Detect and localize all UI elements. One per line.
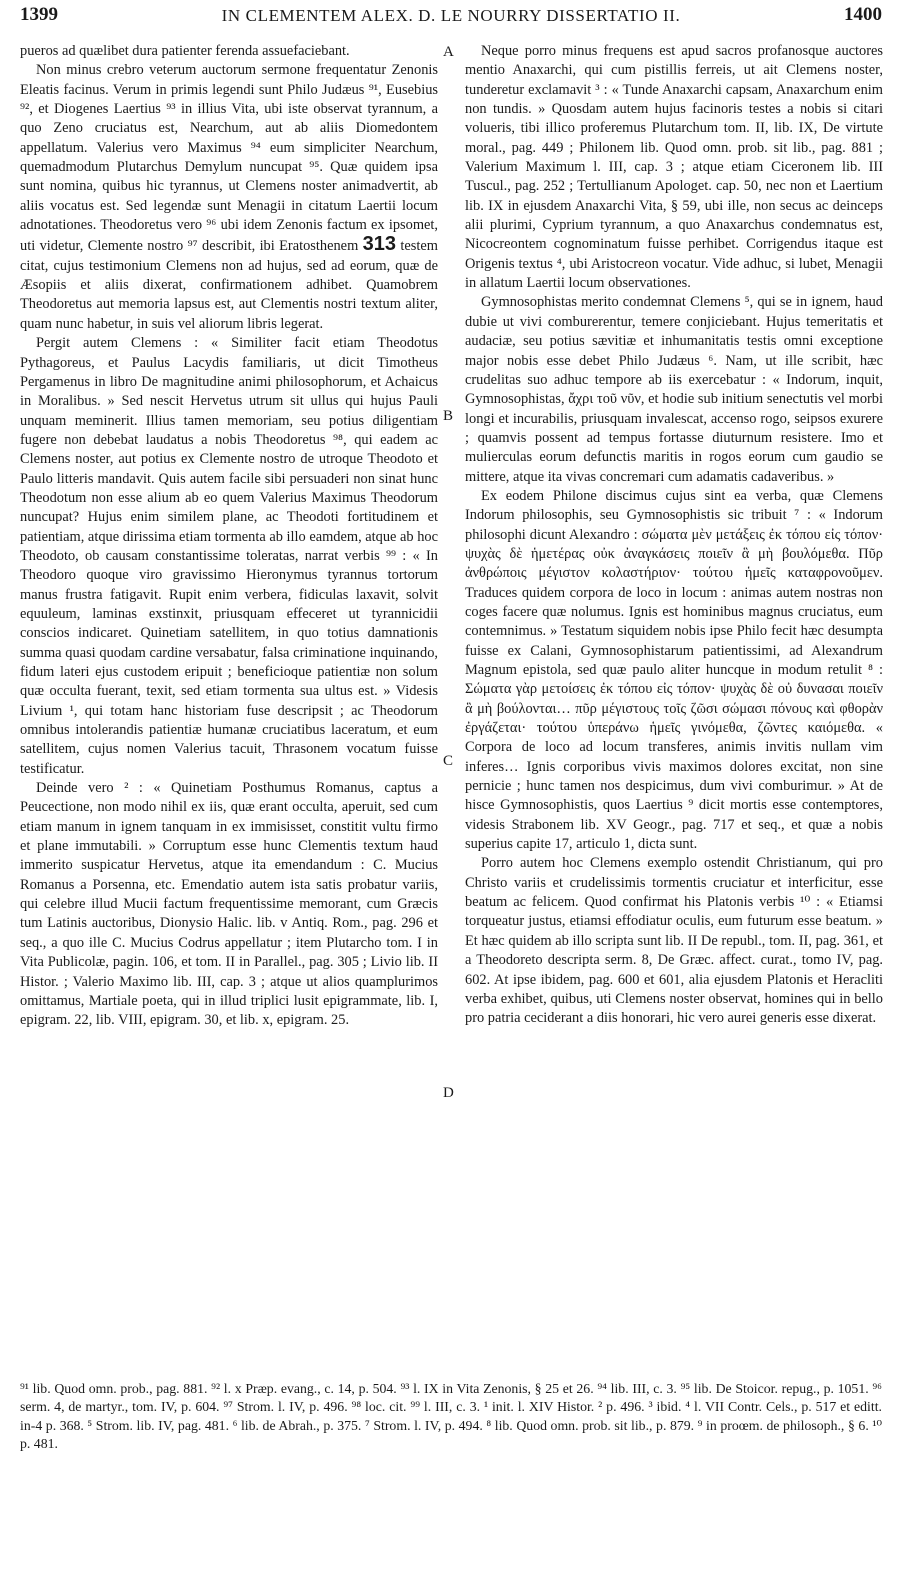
paragraph: pueros ad quælibet dura patienter ferenda assuefaciebant. [20, 43, 350, 59]
page-number-left: 1399 [20, 4, 58, 25]
paragraph: Porro autem hoc Clemens exemplo ostendit Christianum, qui pro Christo variis et crudelissimis tormentis cruciatur et interficitur, esse beatum ac felicem. Quod confirmat his Platonis verbis ¹⁰ : « Etiamsi torqueatur justus, etiamsi effodiatur oculis, eum futurum esse beatum. » Et hæc quidem ab illo scripta sunt lib. II De republ., tom. II, pag. 361, et a Theodoreto descripta serm. 8, De Græc. affect. curat., tomo IV, pag. 602. At ipse ibidem, pag. 600 et 601, alia ejusdem Platonis et Heracliti verba exhibet, quibus, uti Clemens noster observat, homines qui in bello pro patria ceciderant a diis honorari, hic vero aurei generis esse dixerat. [465, 855, 883, 1027]
paragraph: Neque porro minus frequens est apud sacros profanosque auctores mentio Anaxarchi, qui cum pistillis ferreis, ut ait Clemens noster, tunderetur exclamavit ³ : « Tunde Anaxarchi capsam, Anaxarchum enim non tundis. » Quosdam autem hujus facinoris testes a nobis si citari volueris, tibi illico proferemus Plutarchum tom. II, lib. IX, De virtute moral., pag. 449 ; Philonem lib. Quod omn. prob. sit lib., pag. 881 ; Valerium Maximum l. III, cap. 3 ; atque etiam Ciceronem lib. III Tuscul., pag. 252 ; Tertullianum Apologet. cap. 50, nec non et Laertium lib. IX in ejusdem Anaxarchi Vita, § 59, ubi ille, non secus ac deinceps alii plurimi, Cyprium tyrannum, a quo Anaxarchus condemnatus est, Nicocreontem cognominatum fuisse perhibet. Corrigendus itaque est Origenis textus ⁴, ubi Aristocreon vocatur. Vide adhuc, si lubet, Menagii in allatum Laertii locum observationes. [465, 43, 883, 292]
left-column [20, 42, 438, 1031]
running-title: IN CLEMENTEM ALEX. D. LE NOURRY DISSERTATIO II. [221, 6, 681, 25]
margin-letter: C [443, 753, 454, 769]
paragraph-text: Non minus crebro veterum auctorum sermone frequentatur Zenonis Eleatis facinus. Verum in primis legendi sunt Philo Judæus ⁹¹, Eusebius ⁹², et Diogenes Laertius ⁹³ in illius Vita, ubi iste observat tyrannum, a quo Zeno cruciatus est, Nearchum, aut ab aliis Diomedontem appellatum. Valerius vero Maximus ⁹⁴ eum simpliciter Nearchum, quemadmodum Plutarchus Demylum nuncupat ⁹⁵. Quæ quidem ipsa sunt nomina, quibus hic tyrannus, ut Clemens noster animadvertit, ab aliis vocatus est. Sed legendæ sunt Menagii in citatum Laertii locum adnotationes. Theodoretus vero ⁹⁶ ubi idem Zenonis factum ex ipsomet, uti videtur, Clemente nostro ⁹⁷ describit, ibi Eratosthenem [20, 62, 438, 255]
margin-letter: B [443, 408, 454, 424]
paragraph [20, 61, 438, 334]
page-number-right: 1400 [844, 4, 882, 25]
margin-letter: D [443, 1085, 454, 1101]
margin-letter: A [443, 44, 454, 60]
inline-page-marker: 313 [362, 233, 397, 256]
paragraph: Deinde vero ² : « Quinetiam Posthumus Romanus, captus a Peucectione, non modo nihil ex iis, quæ erant occulta, aperuit, sed cum etiam manum in ignem tanquam in ex immisisset, constitit vultu firmo et plane immutabili. » Corruptum esse hunc Clementis textum haud immerito suspicatur Hervetus, atque ita emendandum : C. Mucius Romanus a Porsenna, etc. Emendatio autem ista satis probatur variis, qui celebre illud Mucii factum frequentissime memorant, cum Græcis tum Latinis auctoribus, Dionysio Halic. lib. v Antiq. Rom., pag. 296 et seq., a quo ille C. Mucius Codrus appellatur ; item Plutarcho tom. I in Vita Publicolæ, pagin. 106, et tom. II in Parallel., pag. 305 ; Livio lib. II Histor. ; Valerio Maximo lib. III, cap. 3 ; atque ut alios quamplurimos omittamus, Martiale poeta, qui in illud triplici lusit epigrammate, lib. I, epigram. 22, lib. VIII, epigram. 30, et lib. x, epigram. 25. [20, 780, 438, 1029]
running-header [20, 4, 882, 28]
paragraph: Ex eodem Philone discimus cujus sint ea verba, quæ Clemens Indorum philosophis, seu Gymnosophistis sic tribuit ⁷ : « Indorum philosophi dicunt Alexandro : σώματα μὲν μετάξεις ἐκ τόπου εἰς τόπον· ψυχὰς δὲ ἡμετέρας οὐκ ἀναγκάσεις ποιεῖν ἃ μὴ βουλόμεθα. Πῦρ ἀνθρώποις μέγιστον κολαστήριον· τούτου ἡμεῖς καταφρονοῦμεν. Traduces quidem corpora de loco in locum : animas autem nostras non coges facere quæ nolumus. Ignis est hominibus magnus cruciatus, eum contemnimus. » Testatum siquidem nobis ipse Philo fecit hæc desumpta fuisse ex Calani, Gymnosophistarum patientissimi, ad Alexandrum Magnum epistola, sed quæ paulo aliter huncque in modum retulit ⁸ : Σώματα γὰρ μετοίσεις ἐκ τόπου εἰς τόπον· ψυχὰς δὲ οὐ δυνασαι ποιεῖν ἃ μὴ βούλονται… πῦρ μέγιστους τοῖς ζῶσι σώμασι πόνους καὶ φθορὰν ἐργάζεται· τούτου ὑπεράνω ἡμεῖς γινόμεθα, ζῶντες καιόμεθα. « Corpora de loco ad locum transferes, animis invitis nullam vim inferes… Ignis corporibus vivis maximos dolores excitat, non sine pernicie ; hunc tamen nos despicimus, dum vivi comburimur. » At de hisce Gymnosophistis, quos Laertius ⁹ dicit mortis esse contemptores, videsis Strabonem lib. XV Geogr., pag. 717 et seq., et quæ a nobis superius capite 17, articulo 1, dicta sunt. [465, 487, 883, 853]
right-column [465, 42, 883, 1029]
footnotes: ⁹¹ lib. Quod omn. prob., pag. 881. ⁹² l. x Præp. evang., c. 14, p. 504. ⁹³ l. IX in Vita Zenonis, § 25 et 26. ⁹⁴ lib. III, c. 3. ⁹⁵ lib. De Stoicor. repug., p. 1051. ⁹⁶ serm. 4, de martyr., tom. IV, p. 604. ⁹⁷ Strom. l. IV, p. 496. ⁹⁸ loc. cit. ⁹⁹ l. III, c. 3. ¹ init. l. XIV Histor. ² p. 496. ³ ibid. ⁴ l. VII Contr. Cels., p. 517 et editt. in-4 p. 368. ⁵ Strom. lib. IV, pag. 481. ⁶ lib. de Abrah., p. 375. ⁷ Strom. l. IV, p. 494. ⁸ lib. Quod omn. prob. sit lib., p. 879. ⁹ in proœm. de philosoph., § 6. ¹⁰ p. 481. [20, 1381, 882, 1452]
paragraph-text: testem citat, cujus testimonium Clemens non ad hujus, sed ad eorum, quæ de Æsopiis et aliis dixerat, confirmationem adhibet. Quamobrem Theodoretus aut memoria lapsus est, aut Clementis nostri textum aliter, quam nunc habetur, in suis vel aliorum libris legerat. [20, 238, 438, 332]
paragraph: Gymnosophistas merito condemnat Clemens ⁵, qui se in ignem, haud dubie ut vivi comburerentur, temere conjiciebant. Hujus temeritatis et audaciæ, seu potius sævitiæ et inhumanitatis testis omni exceptione major nobis esse debet Philo Judæus ⁶. Nam, ut ille scribit, hæc crudelitas suo adhuc tempore ab iis exercebatur : « Indorum, inquit, Gymnosophistas, ἄχρι τοῦ νῦν, et hodie sub initium senectutis vel morbi longi et incurabilis, priusquam invalescat, accenso rogo, seipsos exurere ; quamvis possent ad tempus fortasse diuturnum resistere. Imo et mulierculas eorum defunctis maritis in rogos eorum cum gaudio se mittere, atque ita vivas concremari cum adamatis cadaveribus. » [465, 294, 883, 485]
paragraph: Pergit autem Clemens : « Similiter facit etiam Theodotus Pythagoreus, et Paulus Lacydis familiaris, ut dicit Timotheus Pergamenus in libro De magnitudine animi philosophorum, et Achaicus in Moralibus. » Sed nescit Hervetus utrum sit ullus qui hujus Pauli unquam meminerit. Illius tamen memoriam, seu potius diligentiam fugere non debebat laudatus a nobis Theodoretus ⁹⁸, qui eadem ac Clemens noster, aut potius ex Clemente nostro de utroque Theodoto et Paulo litteris mandavit. Quis autem facile sibi persuaderi non sinat hunc Theodotum non esse alium ab eo quem Valerius Maximus Theodorum nuncupat? Hujus enim similem plane, ac Theodoti fortitudinem et patientiam, atque dirissima etiam tormenta ab illo eamdem, atque ab hoc Theodoto, ob causam constantissime toleratas, narrat verbis ⁹⁹ : « In Theodoro quoque viro gravissimo Hieronymus tyrannus tortorum manus frustra fatigavit. Rupit enim verbera, fidiculas laxavit, solvit equuleum, laminas exstinxit, priusquam effeceret ut tyrannicidii conscios indicaret. Quinetiam satellitem, in quo totius damnationis summa quasi quodam cardine versabatur, falsa criminatione inquinando, fidum lateri ejus custodem eripuit ; beneficioque patientiæ non solum quæ occulta fuerant, texit, sed etiam tormenta sua ultus est. » Videsis Livium ¹, qui totam hanc historiam fuse descripsit ; ac Theodorum omnibus intolerandis patientiæ humanæ cruciatibus laceratum, et eum satellitem, cujus nomen Valerius tacuit, Thrasonem vocatum fuisse testificatur. [20, 335, 438, 777]
